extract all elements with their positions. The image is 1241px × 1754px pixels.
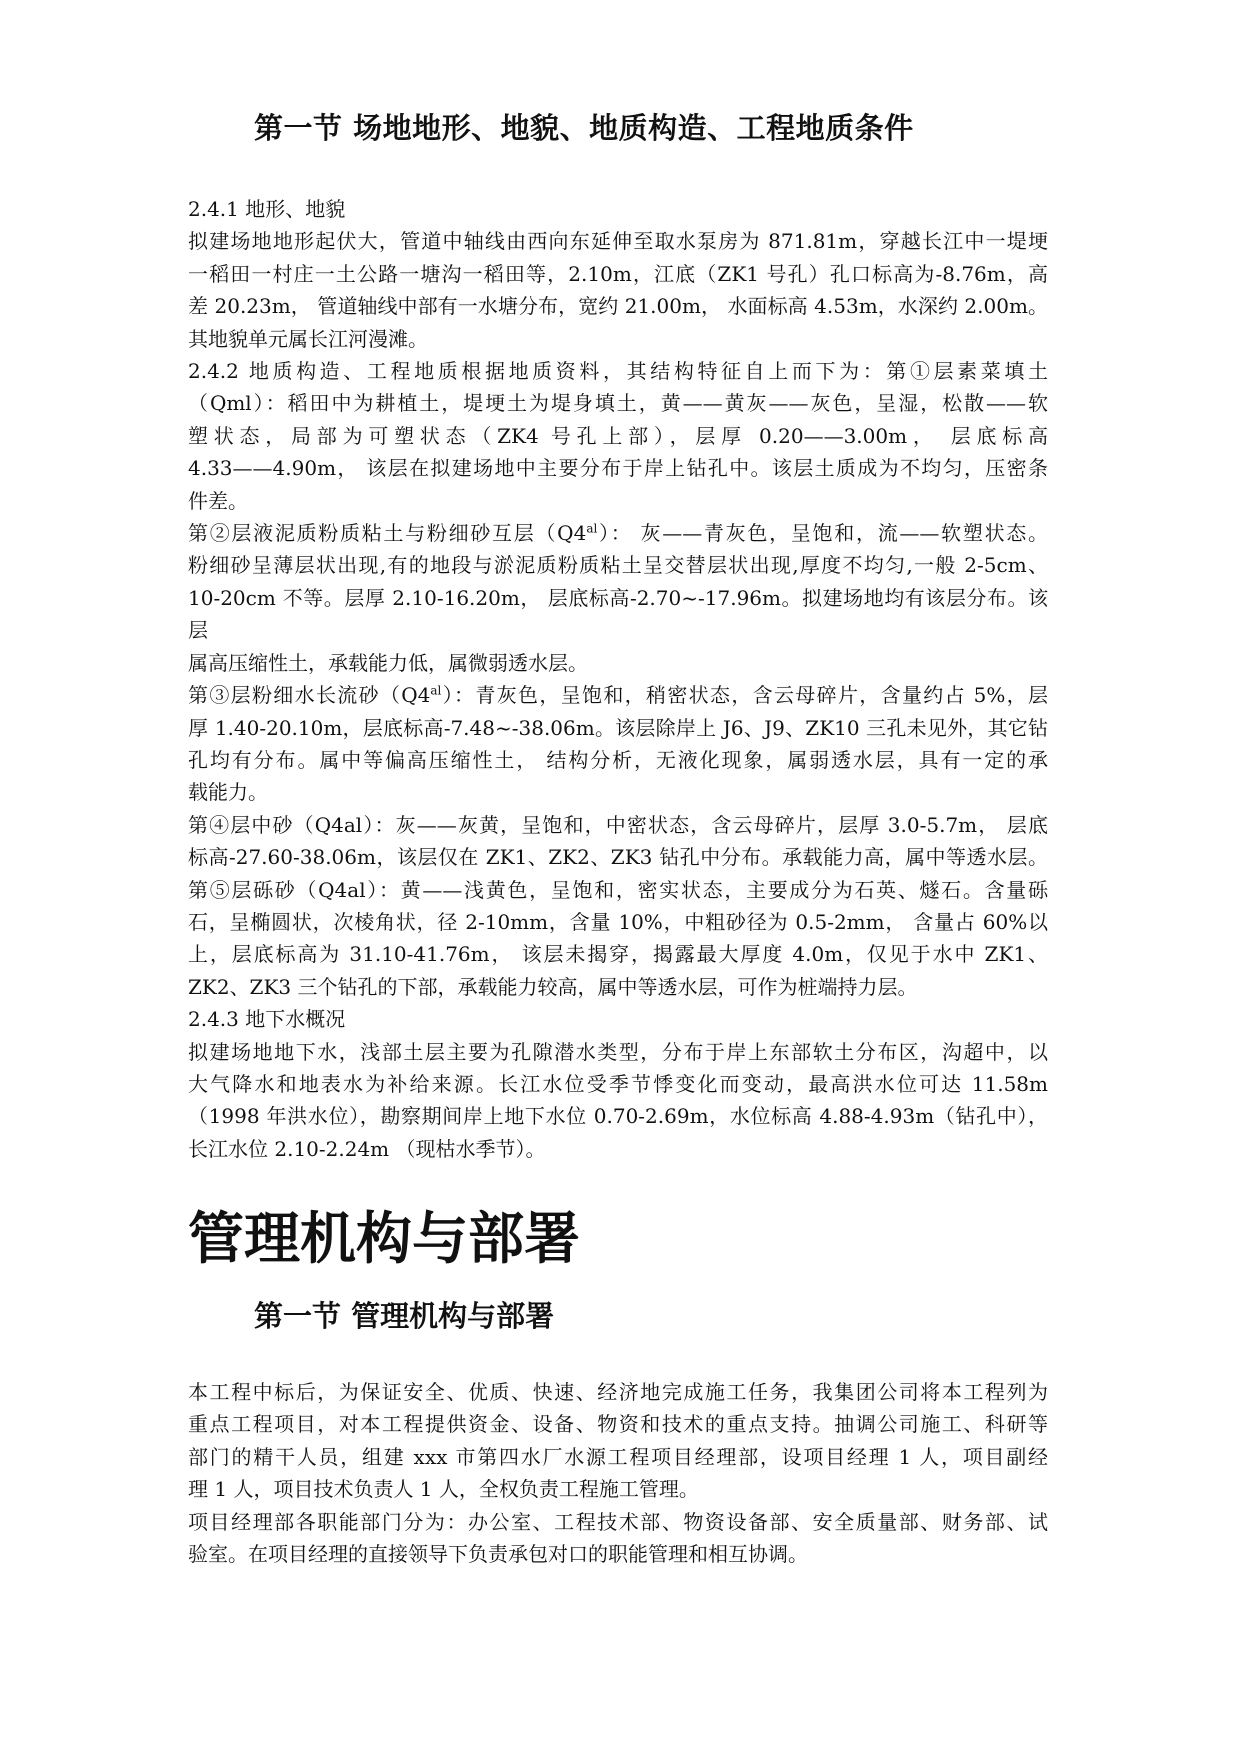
layer-2-head: 第②层液泥质粉质粘土与粉细砂互层（Q4 bbox=[188, 521, 587, 546]
body-line: 粉细砂呈薄层状出现,有的地段与淤泥质粉质粘土呈交替层状出现,厚度不均匀,一般 2-5cm、 bbox=[188, 553, 1048, 578]
chapter-title: 管理机构与部署 bbox=[188, 1207, 580, 1272]
body-line: 件差。 bbox=[188, 488, 248, 513]
layer-3-tail: ）：青灰色，呈饱和，稍密状态，含云母碎片，含量约占 5%，层 bbox=[441, 683, 1048, 708]
body-line: 大气降水和地表水为补给来源。长江水位受季节悸变化而变动，最高洪水位可达 11.58m bbox=[188, 1071, 1048, 1096]
section-heading-management: 第一节 管理机构与部署 bbox=[254, 1299, 555, 1333]
body-line: （1998 年洪水位），勘察期间岸上地下水位 0.70-2.69m，水位标高 4.88-4.93m（钻孔中）， bbox=[188, 1104, 1048, 1129]
body-line: 拟建场地地形起伏大，管道中轴线由西向东延伸至取水泵房为 871.81m，穿越长江中一堤埂 bbox=[188, 229, 1048, 254]
body-line: 长江水位 2.10-2.24m （现枯水季节）。 bbox=[188, 1136, 546, 1161]
body-line-layer-3 bbox=[188, 679, 1048, 711]
body-line: 第④层中砂（Q4al）：灰——灰黄，呈饱和，中密状态，含云母碎片，层厚 3.0-5.7m， 层底 bbox=[188, 812, 1048, 837]
body-line: 10-20cm 不等。层厚 2.10-16.20m， 层底标高-2.70~-17.96m。拟建场地均有该层分布。该层 bbox=[188, 585, 1048, 643]
body-line: 项目经理部各职能部门分为：办公室、工程技术部、物资设备部、安全质量部、财务部、试 bbox=[188, 1509, 1048, 1534]
body-line: 石，呈椭圆状，次棱角状，径 2-10mm，含量 10%，中粗砂径为 0.5-2mm， 含量占 60%以 bbox=[188, 909, 1048, 934]
body-line: 厚 1.40-20.10m，层底标高-7.48~-38.06m。该层除岸上 J6、J9、ZK10 三孔未见外，其它钻 bbox=[188, 715, 1048, 740]
body-line: 4.33——4.90m， 该层在拟建场地中主要分布于岸上钻孔中。该层土质成为不均匀，压密条 bbox=[188, 456, 1048, 481]
management-body bbox=[188, 1376, 1048, 1570]
superscript-al: al bbox=[586, 521, 598, 536]
body-line: 塑状态，局部为可塑状态（ZK4 号孔上部），层厚 0.20——3.00m， 层底标高 bbox=[188, 423, 1048, 448]
body-line: 理 1 人，项目技术负责人 1 人，全权负责工程施工管理。 bbox=[188, 1477, 699, 1502]
subsection-2-4-1-title: 2.4.1 地形、地貌 bbox=[188, 197, 346, 221]
body-line: 部门的精干人员，组建 xxx 市第四水厂水源工程项目经理部，设项目经理 1 人，项目副经 bbox=[188, 1444, 1048, 1469]
body-line: ZK2、ZK3 三个钻孔的下部，承载能力较高，属中等透水层，可作为桩端持力层。 bbox=[188, 974, 918, 999]
body-line: 一稻田一村庄一土公路一塘沟一稻田等，2.10m，江底（ZK1 号孔）孔口标高为-8.76m，高 bbox=[188, 261, 1048, 286]
superscript-al: al bbox=[430, 683, 442, 698]
body-line: 载能力。 bbox=[188, 780, 268, 805]
layer-2-tail: ）： 灰——青灰色，呈饱和，流——软塑状态。 bbox=[597, 521, 1049, 546]
subsection-2-4-3-title: 2.4.3 地下水概况 bbox=[188, 1007, 346, 1032]
body-line: 差 20.23m， 管道轴线中部有一水塘分布，宽约 21.00m， 水面标高 4.53m，水深约 2.00m。 bbox=[188, 294, 1048, 319]
subsection-2-4-2-line: 2.4.2 地质构造、工程地质根据地质资料，其结构特征自上而下为：第①层素菜填土 bbox=[188, 359, 1048, 384]
section-heading-geology: 第一节 场地地形、地貌、地质构造、工程地质条件 bbox=[254, 111, 914, 145]
body-line: 属高压缩性土，承载能力低，属微弱透水层。 bbox=[188, 650, 588, 675]
layer-3-head: 第③层粉细水长流砂（Q4 bbox=[188, 683, 431, 708]
body-line: 拟建场地地下水，浅部土层主要为孔隙潜水类型，分布于岸上东部软土分布区，沟超中，以 bbox=[188, 1039, 1048, 1064]
body-line-layer-2 bbox=[188, 517, 1048, 549]
body-line: （Qml）：稻田中为耕植土，堤埂土为堤身填土，黄——黄灰——灰色，呈湿，松散——软 bbox=[188, 391, 1048, 416]
body-line: 重点工程项目，对本工程提供资金、设备、物资和技术的重点支持。抽调公司施工、科研等 bbox=[188, 1412, 1048, 1437]
body-line: 其地貌单元属长江河漫滩。 bbox=[188, 326, 428, 351]
body-line: 孔均有分布。属中等偏高压缩性土， 结构分析，无液化现象，属弱透水层，具有一定的承 bbox=[188, 747, 1048, 772]
body-line: 标高-27.60-38.06m，该层仅在 ZK1、ZK2、ZK3 钻孔中分布。承载能力高，属中等透水层。 bbox=[188, 845, 1048, 870]
body-line: 验室。在项目经理的直接领导下负责承包对口的职能管理和相互协调。 bbox=[188, 1542, 808, 1567]
geology-body bbox=[188, 193, 1048, 1165]
body-line: 上，层底标高为 31.10-41.76m， 该层未揭穿，揭露最大厚度 4.0m，仅见于水中 ZK1、 bbox=[188, 942, 1048, 967]
body-line: 第⑤层砾砂（Q4al）：黄——浅黄色，呈饱和，密实状态，主要成分为石英、燧石。含量砾 bbox=[188, 877, 1048, 902]
body-line: 本工程中标后，为保证安全、优质、快速、经济地完成施工任务，我集团公司将本工程列为 bbox=[188, 1380, 1048, 1404]
